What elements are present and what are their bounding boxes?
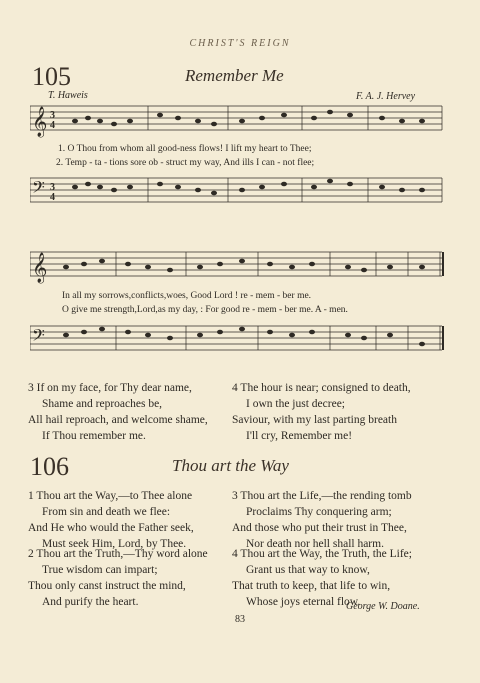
hymn-title-106: Thou art the Way [172,456,289,475]
hymn105-stanza-4 [232,380,411,444]
stanza-line: 4 The hour is near; consigned to death, [232,382,411,394]
stanza-line: If Thou remember me. [42,430,146,442]
svg-text:4: 4 [50,120,55,131]
svg-text:𝄢: 𝄢 [32,327,45,349]
music-staff-system2-treble [30,246,450,284]
svg-text:𝄢: 𝄢 [32,179,45,201]
verse-line: 3 Thou art the Life,—the rending tomb [232,490,412,502]
page-number: 83 [235,614,245,625]
stanza-line: I own the just decree; [246,398,345,410]
verse-line: Nor death nor hell shall harm. [246,538,384,550]
svg-text:4: 4 [50,192,55,203]
svg-text:3: 3 [50,182,55,193]
music-staff-system2-bass [30,320,450,360]
lyrics-105-system1-verse2: 2. Temp - ta - tions sore ob - struct my way, And ills I can - not flee; [56,158,315,168]
verse-line: Proclaims Thy conquering arm; [246,506,392,518]
stanza-line: Saviour, with my last parting breath [232,414,397,426]
verse-line: Whose joys eternal flow. [246,596,361,608]
verse-line: And He who would the Father seek, [28,522,194,534]
lyrics-105-system2-verse1: In all my sorrows,conflicts,woes, Good Lord ! re - mem - ber me. [62,291,312,301]
verse-line: 4 Thou art the Way, the Truth, the Life; [232,548,412,560]
hymn-number-106: 106 [30,452,69,481]
music-staff-system1-treble [30,100,450,138]
stanza-line: 3 If on my face, for Thy dear name, [28,382,192,394]
stanza-line: I'll cry, Remember me! [246,430,353,442]
verse-line: And purify the heart. [42,596,139,608]
hymn105-stanza-3 [28,380,208,444]
svg-text:𝄞: 𝄞 [32,107,48,136]
verse-line: Must seek Him, Lord, by Thee. [42,538,187,550]
hymn-number-105: 105 [32,62,71,91]
verse-line: 1 Thou art the Way,—to Thee alone [28,490,193,502]
hymn106-verse-1 [28,488,194,552]
hymn106-verse-3 [232,488,412,552]
svg-text:3: 3 [50,110,55,121]
hymn106-author: George W. Doane. [346,601,420,612]
verse-line: 2 Thou art the Truth,—Thy word alone [28,548,208,560]
svg-text:𝄞: 𝄞 [32,253,48,282]
words-author: F. A. J. Hervey [356,91,416,102]
stanza-line: All hail reproach, and welcome shame, [28,414,208,426]
lyrics-105-system2-verse2: O give me strength,Lord,as my day, : For good re - mem - ber me. A - men. [62,305,348,315]
stanza-line: Shame and reproaches be, [42,398,163,410]
tune-composer: T. Haweis [48,90,88,101]
verse-line: True wisdom can impart; [42,564,158,576]
hymn-title-105: Remember Me [185,66,284,85]
hymn106-verse-2 [28,546,208,610]
verse-line: And those who put their trust in Thee, [232,522,407,534]
verse-line: Thou only canst instruct the mind, [28,580,186,592]
running-head: CHRIST'S REIGN [189,38,291,49]
music-staff-system1-bass [30,172,450,210]
verse-line: Grant us that way to know, [246,564,370,576]
verse-line: That truth to keep, that life to win, [232,580,391,592]
verse-line: From sin and death we flee: [42,506,171,518]
lyrics-105-system1-verse1: 1. O Thou from whom all good-ness flows! I lift my heart to Thee; [58,144,312,154]
